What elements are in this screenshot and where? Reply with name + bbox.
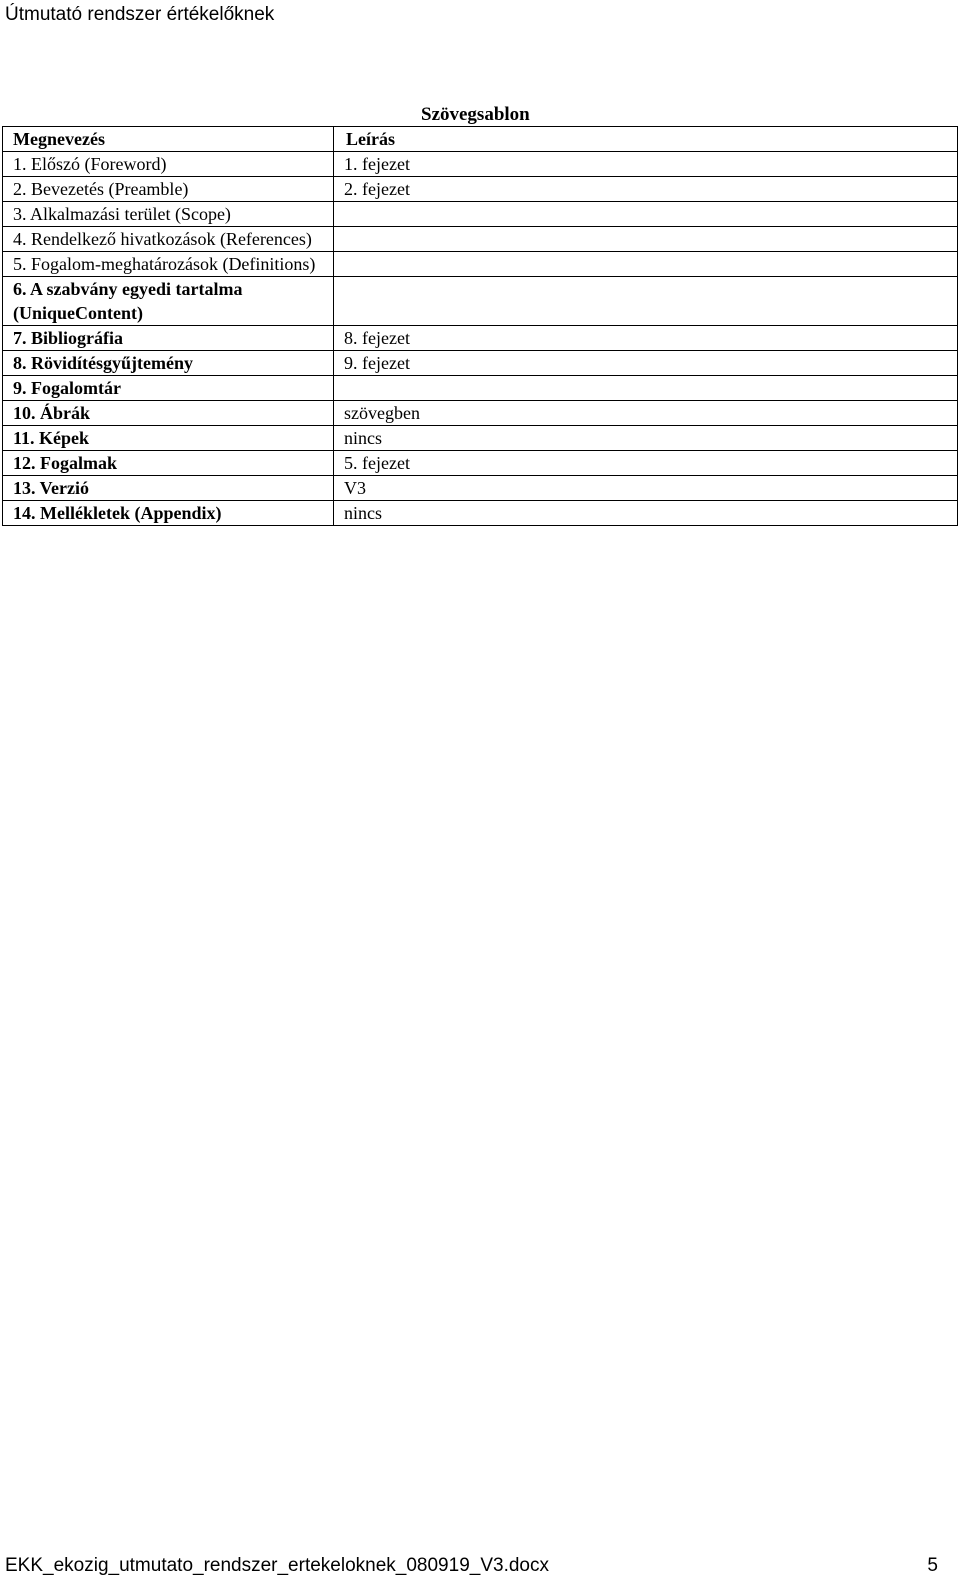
row-description-cell: 2. fejezet (334, 177, 958, 202)
table-row (3, 252, 958, 277)
table-row (3, 227, 958, 252)
text-template-table (2, 126, 958, 526)
table-row (3, 451, 958, 476)
row-description-cell: nincs (334, 426, 958, 451)
row-description-cell (334, 252, 958, 277)
row-description-cell: 9. fejezet (334, 351, 958, 376)
table-row (3, 277, 958, 326)
table-body (3, 127, 958, 526)
row-name-cell: 11. Képek (3, 426, 334, 451)
table-row (3, 177, 958, 202)
page-header-title: Útmutató rendszer értékelőknek (5, 4, 275, 25)
row-name-cell: 14. Mellékletek (Appendix) (3, 501, 334, 526)
table-caption: Szövegsablon (421, 104, 530, 125)
row-name-cell: 7. Bibliográfia (3, 326, 334, 351)
footer-filename: EKK_ekozig_utmutato_rendszer_ertekeloknek_080919_V3.docx (5, 1555, 549, 1576)
column-header-name: Megnevezés (3, 127, 334, 152)
row-name-cell: 1. Előszó (Foreword) (3, 152, 334, 177)
footer-page-number: 5 (927, 1555, 938, 1576)
table-row (3, 501, 958, 526)
row-name-cell: 6. A szabvány egyedi tartalma (UniqueContent) (3, 277, 334, 326)
table-row (3, 152, 958, 177)
page-footer (5, 1555, 938, 1577)
row-description-cell (334, 277, 958, 326)
row-name-cell: 10. Ábrák (3, 401, 334, 426)
row-description-cell: 5. fejezet (334, 451, 958, 476)
table-row (3, 376, 958, 401)
table-row (3, 326, 958, 351)
row-description-cell (334, 227, 958, 252)
table-row (3, 401, 958, 426)
row-description-cell: szövegben (334, 401, 958, 426)
row-name-cell: 13. Verzió (3, 476, 334, 501)
row-description-cell: V3 (334, 476, 958, 501)
row-description-cell: nincs (334, 501, 958, 526)
row-description-cell: 8. fejezet (334, 326, 958, 351)
row-name-cell: 12. Fogalmak (3, 451, 334, 476)
row-name-cell: 9. Fogalomtár (3, 376, 334, 401)
row-description-cell: 1. fejezet (334, 152, 958, 177)
row-description-cell (334, 376, 958, 401)
table-row (3, 476, 958, 501)
row-name-cell: 5. Fogalom-meghatározások (Definitions) (3, 252, 334, 277)
table-row (3, 202, 958, 227)
table-row (3, 426, 958, 451)
table-row (3, 351, 958, 376)
row-name-cell: 8. Rövidítésgyűjtemény (3, 351, 334, 376)
row-name-cell: 2. Bevezetés (Preamble) (3, 177, 334, 202)
table-header-row (3, 127, 958, 152)
row-name-cell: 4. Rendelkező hivatkozások (References) (3, 227, 334, 252)
column-header-description: Leírás (334, 127, 958, 152)
row-name-cell: 3. Alkalmazási terület (Scope) (3, 202, 334, 227)
row-description-cell (334, 202, 958, 227)
